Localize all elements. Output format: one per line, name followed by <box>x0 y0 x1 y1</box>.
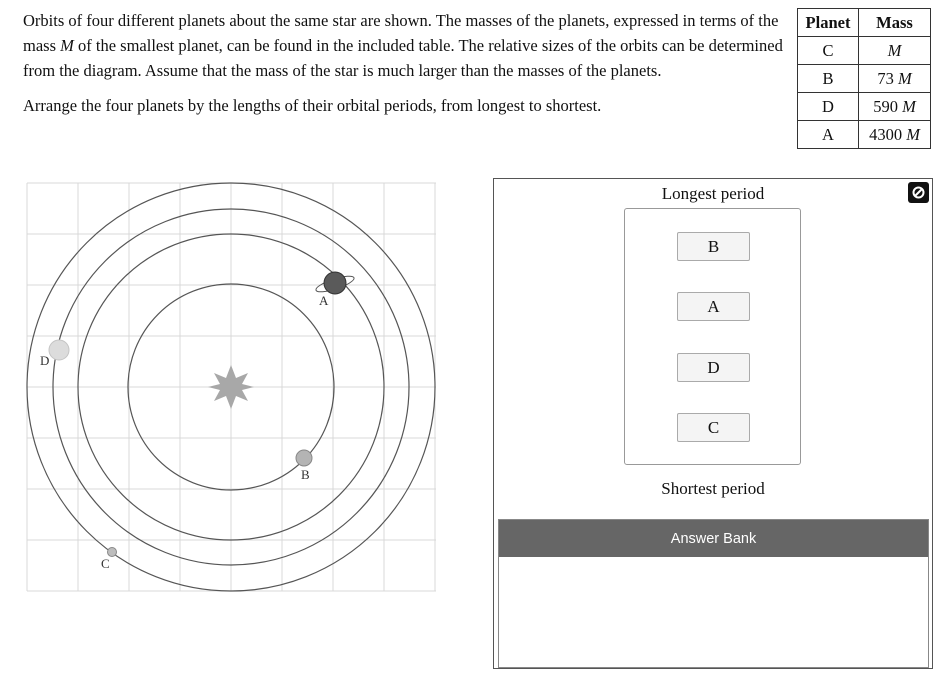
planet-cell: D <box>798 93 859 121</box>
mass-unit: M <box>887 40 902 60</box>
ranking-drop-zone[interactable] <box>624 208 801 465</box>
reset-icon[interactable] <box>908 182 929 203</box>
shortest-period-label: Shortest period <box>661 479 765 498</box>
mass-table <box>797 8 931 149</box>
mass-number: 590 <box>873 96 903 116</box>
ranking-tile[interactable]: D <box>677 353 750 382</box>
mass-table-header-row <box>798 9 931 37</box>
planet-header: Planet <box>798 9 859 37</box>
reset-glyph <box>912 186 925 199</box>
mass-unit: M <box>897 68 912 88</box>
orbit-diagram <box>26 182 437 592</box>
star-icon <box>208 365 254 409</box>
planet-b-label: B <box>301 467 310 482</box>
planet-d-icon <box>49 340 69 360</box>
planet-a-label: A <box>319 293 329 308</box>
planet-cell: B <box>798 65 859 93</box>
mass-number: 4300 <box>869 124 907 144</box>
question-task: Arrange the four planets by the lengths of their orbital periods, from longest to shortest. <box>23 96 602 115</box>
planet-cell: A <box>798 121 859 149</box>
answer-bank-header: Answer Bank <box>499 520 928 557</box>
question-part-1: Orbits of four different planets about the same star are shown. The masses of the planets, expressed in terms of the mass <box>23 11 779 55</box>
ranking-widget <box>493 178 933 669</box>
ranking-tile[interactable]: B <box>677 232 750 261</box>
planet-b-icon <box>296 450 312 466</box>
answer-bank-area[interactable] <box>499 557 928 667</box>
mass-cell <box>859 37 931 65</box>
mass-unit: M <box>906 124 920 144</box>
mass-cell <box>859 65 931 93</box>
planet-cell: C <box>798 37 859 65</box>
planet-d-label: D <box>40 353 50 368</box>
mass-cell <box>859 93 931 121</box>
answer-bank[interactable] <box>498 519 929 668</box>
mass-number: 73 <box>877 68 898 88</box>
question-text <box>23 8 783 118</box>
question-part-2: of the smallest planet, can be found in the included table. The relative sizes of the orbits can be determined from the diagram. Assume that the mass of the star is much larger than the masses of the planets. <box>23 36 783 80</box>
ranking-tile[interactable]: A <box>677 292 750 321</box>
planet-a-icon <box>314 272 355 295</box>
planet-c-label: C <box>101 556 110 571</box>
mass-symbol: M <box>60 36 74 55</box>
table-row <box>798 93 931 121</box>
table-row <box>798 37 931 65</box>
table-row <box>798 121 931 149</box>
mass-cell <box>859 121 931 149</box>
question-paragraph <box>23 8 783 83</box>
table-row <box>798 65 931 93</box>
longest-period-label: Longest period <box>661 184 765 203</box>
mass-unit: M <box>902 96 916 116</box>
mass-header: Mass <box>859 9 931 37</box>
ranking-tile[interactable]: C <box>677 413 750 442</box>
